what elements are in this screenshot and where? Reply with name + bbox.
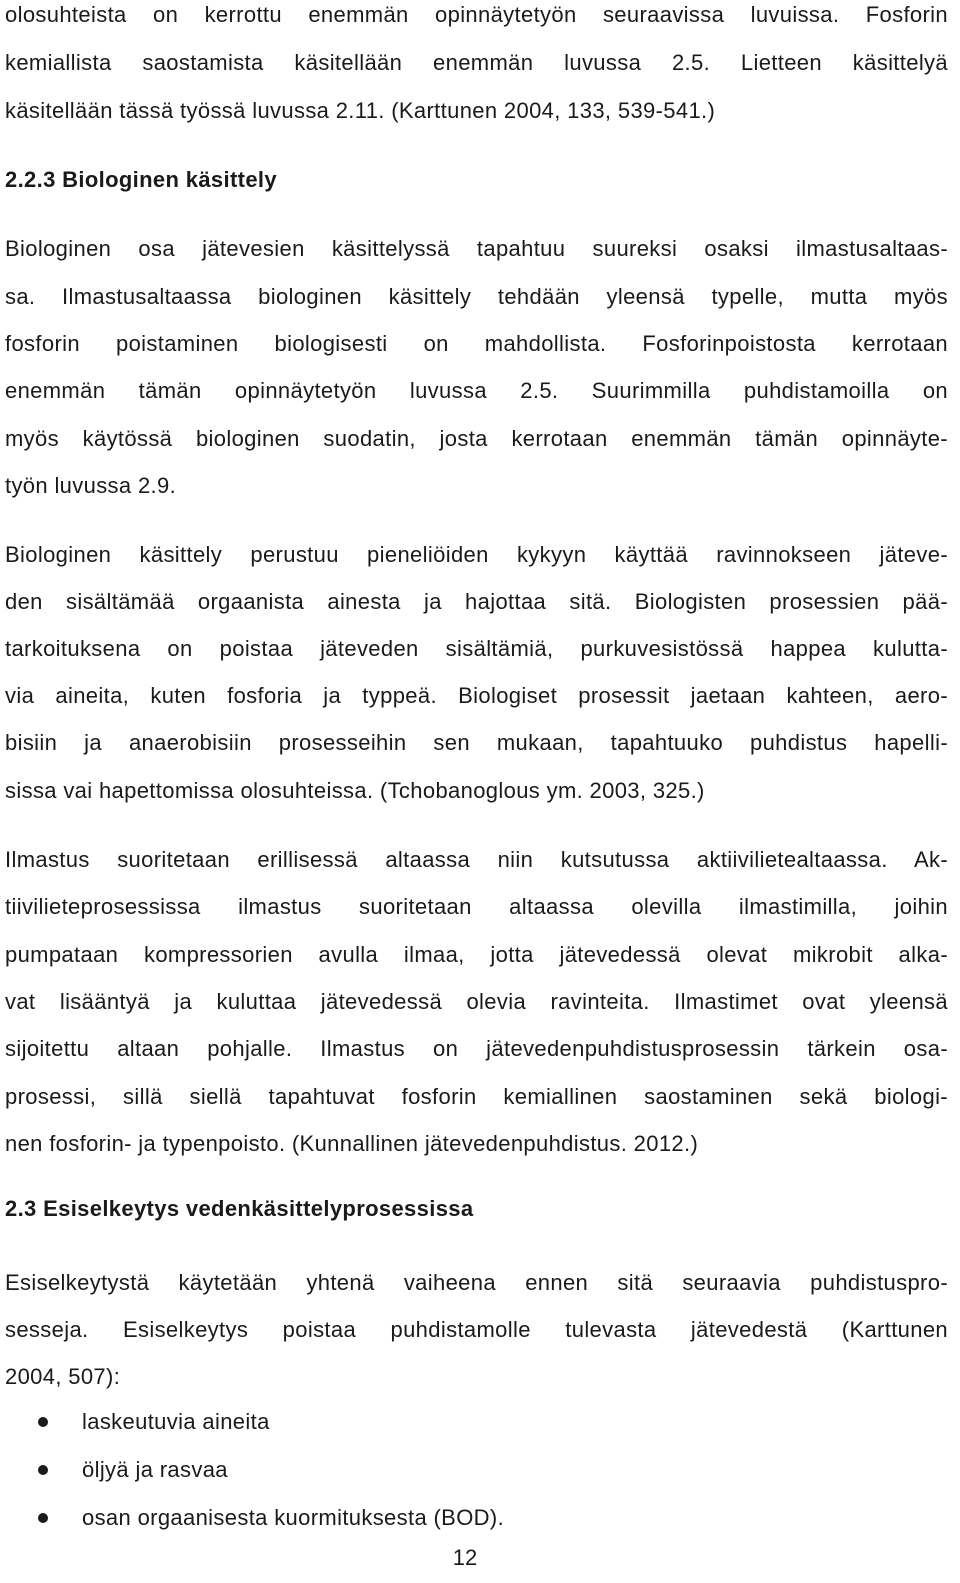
paragraph-line: 2004, 507): [5,1364,121,1389]
paragraph-line: sesseja. Esiselkeytys poistaa puhdistamolle tulevasta jätevedestä (Karttunen [5,1317,948,1342]
paragraph-line: pumpataan kompressorien avulla ilmaa, jotta jätevedessä olevat mikrobit alka- [5,942,948,967]
page-number: 12 [452,1545,478,1570]
section-heading-2-2-3: 2.2.3 Biologinen käsittely [5,167,277,192]
paragraph-line: den sisältämää orgaanista ainesta ja hajottaa sitä. Biologisten prosessien pää- [5,589,948,614]
paragraph-line: myös käytössä biologinen suodatin, josta kerrotaan enemmän tämän opinnäyte- [5,426,948,451]
intro-line: kemiallista saostamista käsitellään enemmän luvussa 2.5. Lietteen käsittelyä [5,50,948,75]
paragraph-line: prosessi, sillä siellä tapahtuvat fosforin kemiallinen saostaminen sekä biologi- [5,1084,948,1109]
paragraph-line: Biologinen osa jätevesien käsittelyssä tapahtuu suureksi osaksi ilmastusaltaas- [5,236,948,261]
paragraph-line: enemmän tämän opinnäytetyön luvussa 2.5. Suurimmilla puhdistamoilla on [5,378,948,403]
intro-line: käsitellään tässä työssä luvussa 2.11. (Karttunen 2004, 133, 539-541.) [5,98,716,123]
paragraph-line: Esiselkeytystä käytetään yhtenä vaiheena ennen sitä seuraavia puhdistuspro- [5,1270,948,1295]
paragraph-line: tiivilieteprosessissa ilmastus suoritetaan altaassa olevilla ilmastimilla, joihin [5,894,948,919]
bullet-item: öljyä ja rasvaa [82,1457,228,1482]
paragraph-line: Ilmastus suoritetaan erillisessä altaassa niin kutsutussa aktiivilietealtaassa. Ak- [5,847,948,872]
paragraph-line: sissa vai hapettomissa olosuhteissa. (Tchobanoglous ym. 2003, 325.) [5,778,705,803]
paragraph-line: tarkoituksena on poistaa jäteveden sisältämiä, purkuvesistössä happea kulutta- [5,636,948,661]
intro-line: olosuhteista on kerrottu enemmän opinnäytetyön seuraavissa luvuissa. Fosforin [5,2,948,27]
paragraph-line: via aineita, kuten fosforia ja typpeä. Biologiset prosessit jaetaan kahteen, aero- [5,683,948,708]
section-heading-2-3: 2.3 Esiselkeytys vedenkäsittelyprosessissa [5,1196,474,1221]
paragraph-line: Biologinen käsittely perustuu pieneliöiden kykyyn käyttää ravinnokseen jäteve- [5,542,948,567]
paragraph-line: sa. Ilmastusaltaassa biologinen käsittely tehdään yleensä typelle, mutta myös [5,284,948,309]
bullet-item: osan orgaanisesta kuormituksesta (BOD). [82,1505,505,1530]
paragraph-line: työn luvussa 2.9. [5,473,177,498]
bullet-dot-icon [38,1465,48,1475]
bullet-dot-icon [38,1417,48,1427]
paragraph-line: bisiin ja anaerobisiin prosesseihin sen mukaan, tapahtuuko puhdistus hapelli- [5,730,948,755]
paragraph-line: fosforin poistaminen biologisesti on mahdollista. Fosforinpoistosta kerrotaan [5,331,948,356]
bullet-item: laskeutuvia aineita [82,1409,270,1434]
paragraph-line: sijoitettu altaan pohjalle. Ilmastus on jätevedenpuhdistusprosessin tärkein osa- [5,1036,948,1061]
paragraph-line: nen fosforin- ja typenpoisto. (Kunnallinen jätevedenpuhdistus. 2012.) [5,1131,699,1156]
paragraph-line: vat lisääntyä ja kuluttaa jätevedessä olevia ravinteita. Ilmastimet ovat yleensä [5,989,948,1014]
bullet-dot-icon [38,1513,48,1523]
